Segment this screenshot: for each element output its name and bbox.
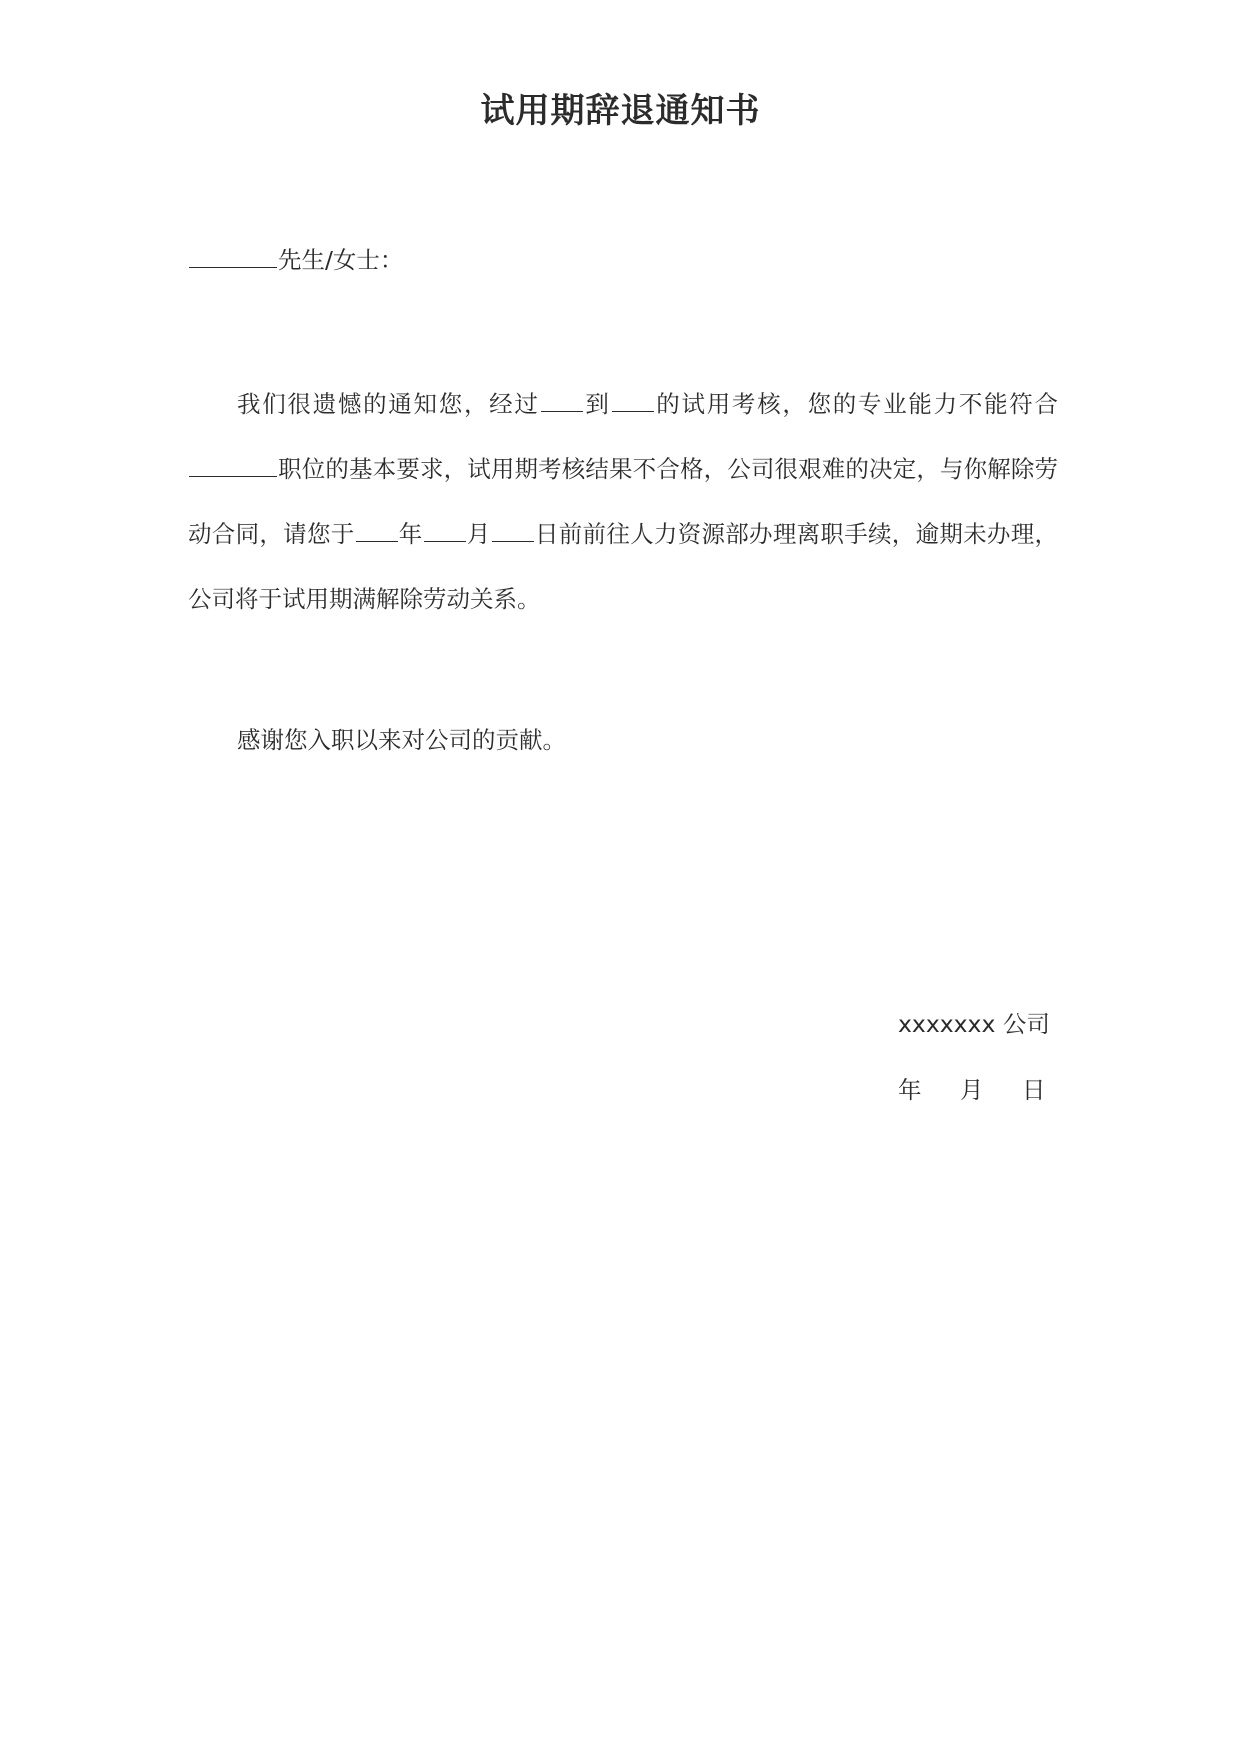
greeting-line (188, 242, 1058, 278)
paragraph-segment: 年 (398, 520, 423, 548)
start-date-blank (541, 389, 583, 412)
day-blank (492, 519, 534, 542)
paragraph-segment: 月 (466, 520, 491, 548)
salutation-text: 先生/女士： (278, 246, 404, 274)
month-blank (424, 519, 466, 542)
document-title: 试用期辞退通知书 (480, 91, 761, 131)
end-date-blank (612, 389, 654, 412)
notice-paragraph (188, 372, 1058, 632)
paragraph-segment: 的试用考核，您的专业能力不能符合 (654, 390, 1059, 418)
date-month-label: 月 (960, 1076, 984, 1104)
paragraph-segment: 日前前往人力资源部办理离职手续，逾期未办理，公司将于试用期满解除劳动关系。 (188, 520, 1059, 613)
year-blank (356, 519, 398, 542)
date-day-label: 日 (1022, 1076, 1046, 1104)
paragraph-segment: 职位的基本要求，试用期考核结果不合格，公司很艰难的决定，与你解除劳动合同，请您于 (188, 455, 1058, 548)
paragraph-segment: 到 (583, 390, 611, 418)
company-signature: xxxxxxx 公司 (898, 1010, 1050, 1038)
date-year-label: 年 (898, 1076, 922, 1104)
paragraph-segment: 我们很遗憾的通知您，经过 (237, 390, 540, 418)
position-blank (189, 454, 277, 477)
name-blank (189, 245, 277, 268)
thanks-paragraph: 感谢您入职以来对公司的贡献。 (237, 726, 566, 754)
